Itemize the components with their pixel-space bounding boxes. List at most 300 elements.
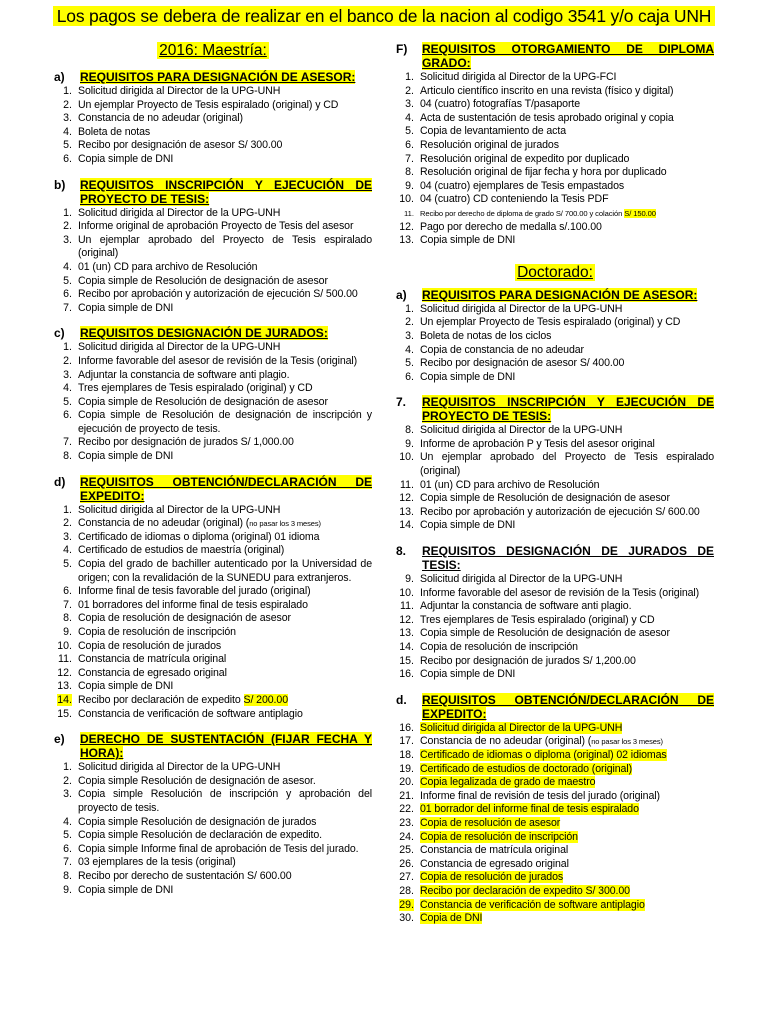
item-text: Copia de resolución de inscripción — [420, 641, 578, 653]
item-number: 11. — [400, 478, 414, 491]
banner-text: Los pagos se debera de realizar en el banco de la nacion al codigo 3541 y/o caja UNH — [53, 6, 715, 26]
item-number: 3. — [63, 233, 72, 246]
item-number: 3. — [63, 788, 72, 801]
list-item — [54, 775, 372, 789]
list-item — [54, 558, 372, 585]
section-marker: 7. — [396, 395, 407, 410]
item-number: 20. — [399, 776, 414, 789]
requirements-section — [54, 178, 372, 316]
item-text: Recibo por designación de jurados S/ 1,200.00 — [420, 654, 636, 667]
item-text: Constancia de no adeudar (original) — [78, 112, 243, 125]
item-text: Un ejemplar Proyecto de Tesis espiralado (original) y CD — [420, 316, 681, 329]
highlighted-amount: S/ 150.00 — [624, 208, 656, 218]
item-number: 7. — [405, 152, 414, 165]
list-item — [54, 856, 372, 870]
item-number: 23. — [399, 816, 414, 829]
item-text: Copia del grado de bachiller autenticado por la Universidad de origen; con la revalidación de la SUNEDU para extranjeros. — [78, 558, 372, 584]
item-number: 6. — [63, 842, 72, 855]
item-number: 16. — [399, 721, 414, 734]
list-item — [54, 843, 372, 857]
item-text: Copia simple de DNI — [78, 680, 174, 693]
list-item — [54, 275, 372, 289]
item-text: Copia de DNI — [420, 912, 483, 925]
maestria-heading: 2016: Maestría: — [159, 42, 267, 59]
section-heading — [396, 395, 714, 423]
list-item — [396, 573, 714, 587]
item-number: 18. — [399, 748, 414, 761]
list-item — [396, 506, 714, 520]
list-item — [396, 519, 714, 533]
list-item — [54, 761, 372, 775]
list-item — [396, 600, 714, 614]
section-heading — [396, 288, 714, 302]
item-number: 3. — [63, 368, 72, 381]
list-item — [396, 451, 714, 478]
item-number: 2. — [63, 354, 72, 367]
item-number: 11. — [58, 653, 72, 666]
item-text: Informe final de tesis favorable del jurado (original) — [78, 585, 311, 598]
item-text: Constancia de matrícula original — [78, 653, 227, 666]
item-text: Recibo por declaración de expedito — [78, 693, 244, 706]
item-text: Constancia de no adeudar (original) ( — [420, 735, 592, 748]
list-item — [396, 180, 714, 194]
list-item — [396, 492, 714, 506]
list-item — [54, 788, 372, 815]
list-item — [396, 357, 714, 371]
section-title: REQUISITOS PARA DESIGNACIÓN DE ASESOR: — [80, 70, 356, 84]
highlighted-amount: S/ 200.00 — [243, 693, 288, 706]
item-text: Constancia de egresado original — [420, 857, 569, 870]
section-heading — [54, 178, 372, 206]
list-item — [396, 125, 714, 139]
item-text: 04 (cuatro) CD conteniendo la Tesis PDF — [420, 193, 609, 206]
section-heading — [54, 70, 372, 84]
item-text: Constancia de verificación de software antiplagio — [78, 707, 303, 720]
item-number: 19. — [399, 762, 414, 775]
section-marker: a) — [396, 287, 407, 302]
list-item — [54, 884, 372, 898]
list-item — [54, 450, 372, 464]
item-text: Pago por derecho de medalla s/.100.00 — [420, 220, 602, 233]
list-item — [396, 207, 714, 221]
item-number: 4. — [63, 815, 72, 828]
item-number: 14. — [399, 641, 414, 653]
item-number: 3. — [63, 530, 72, 543]
section-title: REQUISITOS INSCRIPCIÓN Y EJECUCIÓN DE PROYECTO DE TESIS: — [80, 177, 372, 206]
list-item — [54, 531, 372, 545]
item-text: Copia simple de Resolución de designación de asesor — [420, 492, 670, 505]
list-item — [396, 438, 714, 452]
section-marker: b) — [54, 177, 66, 192]
list-item — [54, 626, 372, 640]
item-number: 2. — [63, 98, 72, 111]
item-number: 12. — [399, 613, 414, 626]
item-number: 13. — [399, 234, 414, 247]
item-text: Informe original de aprobación Proyecto de Tesis del asesor — [78, 220, 354, 233]
item-number: 12. — [57, 666, 72, 679]
item-text: 01 borradores del informe final de tesis espiralado — [78, 598, 308, 611]
item-number: 6. — [63, 288, 72, 301]
item-text: Articulo científico inscrito en una revista (físico y digital) — [420, 84, 674, 97]
item-text: Copia de levantamiento de acta — [420, 125, 567, 138]
list-item — [396, 668, 714, 682]
list-item — [396, 303, 714, 317]
list-item — [54, 126, 372, 140]
item-text: Copia simple Resolución de designación de asesor. — [78, 774, 316, 787]
item-number: 12. — [399, 220, 414, 233]
item-text: Certificado de estudios de maestría (original) — [78, 544, 285, 557]
item-text: Solicitud dirigida al Director de la UPG-UNH — [78, 85, 281, 97]
item-number: 3. — [63, 112, 72, 125]
item-text: Solicitud dirigida al Director de la UPG-UNH — [420, 573, 623, 586]
item-number: 10. — [399, 586, 414, 599]
item-text: Copia simple de DNI — [420, 519, 516, 532]
list-item — [54, 234, 372, 261]
item-text: Resolución original de jurados — [420, 138, 559, 151]
list-item — [54, 667, 372, 681]
requirements-section — [396, 693, 714, 926]
item-text: Un ejemplar Proyecto de Tesis espiralado (original) y CD — [78, 98, 339, 111]
list-item — [396, 316, 714, 330]
item-text: Recibo por designación de asesor S/ 400.00 — [420, 357, 625, 370]
requirements-section — [396, 544, 714, 682]
list-item — [54, 680, 372, 694]
requirements-section — [396, 395, 714, 533]
list-item — [396, 193, 714, 207]
item-number: 29. — [399, 898, 414, 911]
item-text: Recibo por aprobación y autorización de ejecución S/ 600.00 — [420, 505, 700, 518]
section-heading — [54, 475, 372, 503]
doctorado-heading: Doctorado: — [517, 263, 593, 281]
section-title: REQUISITOS OBTENCIÓN/DECLARACIÓN DE EXPEDITO: — [422, 692, 714, 721]
item-text: Solicitud dirigida al Director de la UPG-UNH — [420, 302, 623, 315]
requirements-section — [396, 42, 714, 248]
item-number: 13. — [399, 627, 414, 640]
requirements-section — [54, 732, 372, 897]
item-text: Solicitud dirigida al Director de la UPG-UNH — [420, 424, 623, 437]
item-text: Copia simple de DNI — [78, 883, 174, 896]
item-number: 5. — [405, 357, 414, 370]
list-item — [54, 220, 372, 234]
list-item — [54, 585, 372, 599]
item-number: 2. — [63, 774, 72, 787]
item-text: Copia simple de DNI — [78, 301, 174, 314]
item-text: Informe favorable del asesor de revisión de la Tesis (original) — [420, 586, 700, 599]
list-item — [396, 885, 714, 899]
item-text: Boleta de notas — [78, 125, 151, 138]
item-text: Copia simple de Resolución de designación de asesor — [78, 395, 328, 408]
section-marker: d. — [396, 692, 407, 707]
item-text: Copia de resolución de jurados — [78, 639, 222, 652]
requirements-section — [396, 288, 714, 385]
item-text: Tres ejemplares de Tesis espiralado (original) y CD — [78, 382, 313, 395]
section-marker: a) — [54, 70, 65, 84]
section-title: REQUISITOS DESIGNACIÓN DE JURADOS DE TESIS: — [422, 544, 714, 573]
item-number: 7. — [63, 856, 72, 869]
list-item — [54, 369, 372, 383]
item-number: 1. — [63, 341, 72, 354]
item-number: 27. — [399, 871, 414, 884]
item-number: 3. — [405, 98, 414, 111]
left-column — [54, 40, 372, 897]
item-number: 13. — [57, 680, 72, 693]
item-text: Informe favorable del asesor de revisión de la Tesis (original) — [78, 354, 358, 367]
list-item — [396, 844, 714, 858]
item-number: 28. — [399, 884, 414, 897]
item-text: 01 (un) CD para archivo de Resolución — [420, 478, 600, 491]
item-number: 8. — [63, 612, 72, 625]
item-number: 4. — [63, 260, 72, 273]
item-text: Copia de resolución de designación de asesor — [78, 612, 291, 625]
item-number: 1. — [405, 302, 414, 315]
item-number: 9. — [63, 626, 72, 638]
item-number: 5. — [63, 274, 72, 287]
list-item — [396, 112, 714, 126]
list-item — [396, 85, 714, 99]
item-text: Certificado de estudios de doctorado (original) — [420, 762, 633, 775]
item-text: Solicitud dirigida al Director de la UPG-UNH — [78, 503, 281, 516]
item-number: 1. — [63, 85, 72, 97]
list-item — [396, 722, 714, 736]
item-number: 8. — [405, 424, 414, 437]
item-number: 4. — [405, 343, 414, 356]
list-item — [54, 694, 372, 708]
list-item — [54, 382, 372, 396]
item-text: Copia de resolución de inscripción — [420, 830, 578, 843]
item-text: Copia simple Resolución de declaración de expedito. — [78, 829, 323, 842]
item-number: 10. — [399, 193, 414, 206]
list-item — [54, 504, 372, 518]
item-text: Boleta de notas de los ciclos — [420, 329, 552, 342]
list-item — [54, 544, 372, 558]
item-text: 01 (un) CD para archivo de Resolución — [78, 260, 258, 273]
list-item — [396, 655, 714, 669]
list-item — [54, 708, 372, 722]
item-text: Copia de constancia de no adeudar — [420, 343, 584, 356]
list-item — [396, 153, 714, 167]
list-item — [396, 803, 714, 817]
item-number: 8. — [63, 869, 72, 882]
section-marker: d) — [54, 474, 66, 489]
section-marker: 8. — [396, 544, 407, 559]
item-number: 6. — [63, 585, 72, 598]
item-number: 9. — [405, 179, 414, 192]
item-text: Copia simple Informe final de aprobación de Tesis del jurado. — [78, 842, 359, 855]
list-item — [54, 409, 372, 436]
list-item — [396, 330, 714, 344]
list-item — [396, 776, 714, 790]
item-number: 7. — [63, 598, 72, 611]
list-item — [54, 288, 372, 302]
item-number: 10. — [399, 451, 414, 464]
item-text: Copia simple de Resolución de designación de asesor — [420, 627, 670, 640]
item-text: Solicitud dirigida al Director de la UPG-UNH — [78, 761, 281, 774]
item-number: 14. — [399, 519, 414, 532]
item-number: 21. — [399, 789, 414, 802]
item-text: Copia de resolución de inscripción — [78, 626, 236, 638]
item-text: Solicitud dirigida al Director de la UPG-UNH — [78, 206, 281, 219]
list-item — [54, 396, 372, 410]
list-item — [54, 112, 372, 126]
item-number: 2. — [405, 316, 414, 329]
item-text: Copia simple Resolución de inscripción y aprobación del proyecto de tesis. — [78, 788, 372, 814]
item-text: Resolución original de expedito por duplicado — [420, 152, 630, 165]
list-item — [54, 99, 372, 113]
item-text: Recibo por declaración de expedito S/ 300.00 — [420, 884, 630, 897]
item-text: Recibo por derecho de sustentación S/ 600.00 — [78, 869, 292, 882]
item-text: Resolución original de fijar fecha y hora por duplicado — [420, 166, 667, 179]
item-number: 26. — [399, 857, 414, 870]
list-item — [396, 71, 714, 85]
list-item — [54, 139, 372, 153]
list-item — [54, 153, 372, 167]
item-number: 6. — [405, 370, 414, 383]
list-item — [54, 640, 372, 654]
item-number: 24. — [399, 830, 414, 843]
item-number: 9. — [405, 437, 414, 450]
list-item — [396, 344, 714, 358]
item-number: 6. — [63, 152, 72, 165]
list-item — [54, 85, 372, 99]
item-text: Informe de aprobación P y Tesis del asesor original — [420, 437, 655, 450]
list-item — [396, 627, 714, 641]
item-text: Tres ejemplares de Tesis espiralado (original) y CD — [420, 613, 655, 626]
item-number: 1. — [63, 503, 72, 516]
list-item — [396, 614, 714, 628]
item-number: 15. — [399, 654, 414, 667]
item-number: 4. — [63, 125, 72, 138]
right-column — [396, 40, 714, 926]
item-number: 6. — [405, 138, 414, 151]
item-number: 4. — [405, 111, 414, 124]
item-note: no pasar los 3 meses) — [249, 519, 321, 529]
item-number: 5. — [63, 558, 72, 571]
list-item — [396, 641, 714, 655]
list-item — [396, 221, 714, 235]
item-number: 11. — [404, 208, 414, 218]
item-text: Constancia de egresado original — [78, 666, 227, 679]
item-note: no pasar los 3 meses) — [591, 737, 663, 747]
item-text: Copia legalizada de grado de maestro — [420, 776, 596, 789]
section-title: REQUISITOS PARA DESIGNACIÓN DE ASESOR: — [422, 287, 698, 302]
item-text: Un ejemplar aprobado del Proyecto de Tesis espiralado (original) — [78, 233, 372, 260]
item-text: Adjuntar la constancia de software anti plagio. — [420, 600, 632, 613]
item-number: 2. — [63, 517, 72, 530]
item-text: Solicitud dirigida al Director de la UPG-UNH — [78, 341, 281, 354]
list-item — [396, 166, 714, 180]
item-text: Copia simple de DNI — [420, 668, 516, 681]
item-number: 30. — [399, 912, 414, 925]
item-number: 16. — [399, 668, 414, 681]
section-heading — [54, 326, 372, 340]
item-number: 5. — [405, 125, 414, 138]
item-text: Copia simple de DNI — [420, 370, 516, 383]
item-number: 17. — [399, 735, 414, 748]
item-number: 8. — [405, 166, 414, 179]
list-item — [396, 763, 714, 777]
item-text: Informe final de revisión de tesis del jurado (original) — [420, 789, 660, 802]
item-number: 4. — [63, 544, 72, 557]
list-item — [396, 817, 714, 831]
list-item — [396, 912, 714, 926]
section-title: REQUISITOS INSCRIPCIÓN Y EJECUCIÓN DE PROYECTO DE TESIS: — [422, 395, 714, 424]
item-text: Copia simple de DNI — [78, 450, 174, 463]
list-item — [54, 870, 372, 884]
section-title: REQUISITOS OBTENCIÓN/DECLARACIÓN DE EXPEDITO: — [80, 474, 372, 503]
item-text: Acta de sustentación de tesis aprobado original y copia — [420, 111, 674, 124]
item-text: 03 ejemplares de la tesis (original) — [78, 856, 236, 869]
list-item — [54, 829, 372, 843]
list-item — [396, 735, 714, 749]
item-number: 1. — [63, 206, 72, 219]
item-number: 5. — [63, 139, 72, 152]
list-item — [396, 858, 714, 872]
item-text: Recibo por derecho de diploma de grado S/ 700.00 y colación — [420, 208, 625, 218]
section-marker: c) — [54, 326, 65, 341]
section-heading — [396, 42, 714, 70]
item-number: 7. — [63, 301, 72, 314]
item-text: Recibo por aprobación y autorización de ejecución S/ 500.00 — [78, 288, 358, 301]
list-item — [396, 234, 714, 248]
section-heading — [396, 693, 714, 721]
section-title: REQUISITOS OTORGAMIENTO DE DIPLOMA GRADO: — [422, 42, 714, 70]
item-number: 6. — [63, 409, 72, 422]
section-title: DERECHO DE SUSTENTACIÓN (FIJAR FECHA Y HORA): — [80, 732, 372, 761]
list-item — [54, 816, 372, 830]
item-text: Copia de resolución de asesor — [420, 816, 561, 829]
item-text: Recibo por designación de jurados S/ 1,000.00 — [78, 436, 294, 449]
item-text: 01 borrador del informe final de tesis espiralado — [420, 803, 639, 816]
section-marker: e) — [54, 732, 65, 747]
item-number: 11. — [400, 600, 414, 613]
item-number: 1. — [63, 761, 72, 774]
section-title: REQUISITOS DESIGNACIÓN DE JURADOS: — [80, 326, 328, 341]
payment-banner — [0, 6, 768, 27]
item-number: 8. — [63, 450, 72, 463]
section-heading — [396, 544, 714, 572]
list-item — [54, 517, 372, 531]
item-text: Constancia de matrícula original — [420, 844, 569, 857]
item-number: 5. — [63, 829, 72, 842]
item-number: 10. — [57, 639, 72, 652]
item-number: 25. — [399, 844, 414, 857]
item-number: 2. — [63, 220, 72, 233]
section-heading — [54, 732, 372, 760]
item-text: Copia simple de DNI — [420, 234, 516, 247]
list-item — [396, 749, 714, 763]
item-text: Copia simple de DNI — [78, 152, 174, 165]
requirements-section — [54, 475, 372, 722]
item-number: 9. — [405, 573, 414, 586]
item-number: 22. — [399, 803, 414, 816]
list-item — [54, 341, 372, 355]
item-text: 04 (cuatro) fotografías T/pasaporte — [420, 98, 581, 111]
item-text: Constancia de verificación de software antiplagio — [420, 898, 645, 911]
item-number: 13. — [399, 505, 414, 518]
item-text: Un ejemplar aprobado del Proyecto de Tesis espiralado (original) — [420, 451, 714, 478]
item-text: Certificado de idiomas o diploma (original) 01 idioma — [78, 530, 320, 543]
list-item — [396, 424, 714, 438]
list-item — [54, 302, 372, 316]
item-text: Certificado de idiomas o diploma (original) 02 idiomas — [420, 748, 667, 761]
item-number: 12. — [399, 492, 414, 505]
item-number: 9. — [63, 883, 72, 896]
list-item — [54, 653, 372, 667]
section-marker: F) — [396, 42, 408, 56]
item-text: Copia de resolución de jurados — [420, 871, 564, 884]
item-number: 4. — [63, 382, 72, 395]
list-item — [54, 612, 372, 626]
